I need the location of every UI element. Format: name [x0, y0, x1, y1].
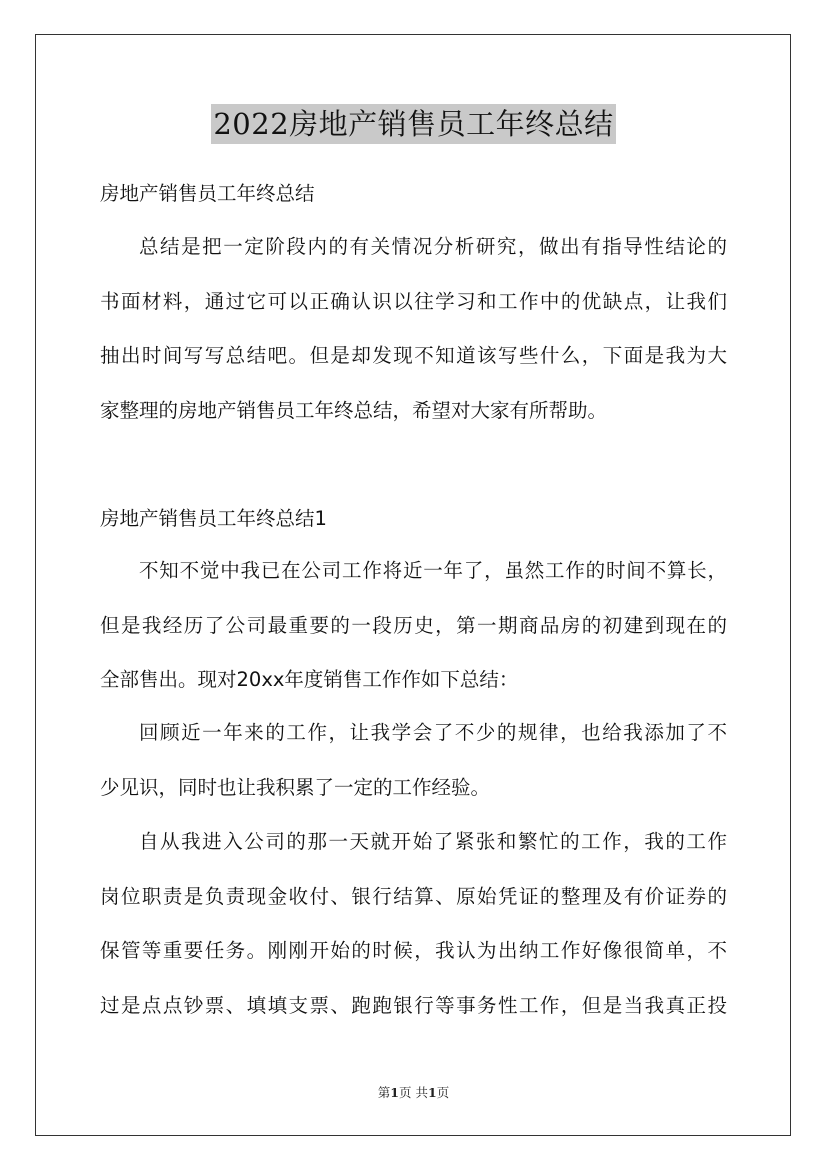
- paragraph-line: 不知不觉中我已在公司工作将近一年了，虽然工作的时间不算长，: [139, 559, 727, 582]
- paragraph-line: 全部售出。现对20xx年度销售工作作如下总结：: [100, 668, 519, 691]
- page-mid-text: 页 共: [399, 1085, 428, 1100]
- paragraph-line: 抽出时间写写总结吧。但是却发现不知道该写些什么，下面是我为大: [100, 344, 727, 367]
- page-footer: [0, 1083, 827, 1101]
- paragraph-line: 但是我经历了公司最重要的一段历史，第一期商品房的初建到现在的: [100, 613, 727, 637]
- intro-paragraph: [100, 220, 727, 438]
- paragraph-2: [100, 706, 727, 815]
- page-suffix: 页: [436, 1085, 450, 1100]
- paragraph-line: 家整理的房地产销售员工年终总结，希望对大家有所帮助。: [100, 398, 608, 422]
- paragraph-line: 回顾近一年来的工作，让我学会了不少的规律，也给我添加了不: [139, 721, 727, 744]
- section-heading: 房地产销售员工年终总结1: [100, 507, 327, 530]
- paragraph-line: 保管等重要任务。刚刚开始的时候，我认为出纳工作好像很简单，不: [100, 939, 727, 962]
- current-page-number: 1: [390, 1085, 399, 1100]
- paragraph-line: 总结是把一定阶段内的有关情况分析研究，做出有指导性结论的: [139, 235, 727, 258]
- paragraph-1: [100, 544, 727, 708]
- paragraph-line: 过是点点钞票、填填支票、跑跑银行等事务性工作，但是当我真正投: [100, 993, 727, 1017]
- intro-heading: 房地产销售员工年终总结: [100, 182, 315, 205]
- title-block: [0, 104, 827, 144]
- paragraph-line: 书面材料，通过它可以正确认识以往学习和工作中的优缺点，让我们: [100, 289, 727, 313]
- paragraph-3: [100, 815, 727, 1033]
- document-title: 2022房地产销售员工年终总结: [211, 104, 615, 144]
- total-page-number: 1: [427, 1085, 437, 1100]
- paragraph-line: 岗位职责是负责现金收付、银行结算、原始凭证的整理及有价证券的: [100, 884, 727, 908]
- paragraph-line: 自从我进入公司的那一天就开始了紧张和繁忙的工作，我的工作: [139, 830, 727, 853]
- page-prefix: 第: [377, 1085, 391, 1100]
- paragraph-line: 少见识，同时也让我积累了一定的工作经验。: [100, 775, 491, 799]
